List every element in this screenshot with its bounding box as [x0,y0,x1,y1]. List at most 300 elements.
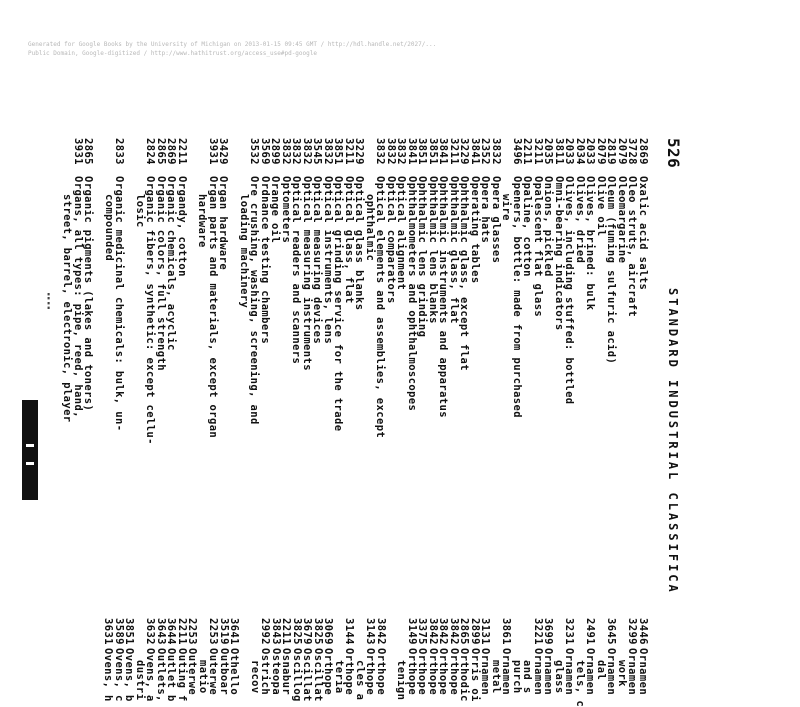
sic-code: 3569 [259,138,271,165]
index-entry [511,618,523,694]
index-entry [156,138,167,608]
index-term: Opaline, cotton [521,176,534,277]
index-term: Olive oil [595,176,607,237]
index-term: Outerwe [207,648,220,696]
sic-code [355,618,366,648]
index-term: Oleomargarine [616,176,628,264]
index-entry [416,618,429,696]
index-term: Outing f [176,648,188,702]
index-term: Oscillat [312,648,324,702]
sic-code: 3699 [542,618,555,645]
sic-code: 3811 [553,138,565,165]
index-entry [83,138,94,608]
index-term: recov [249,660,261,694]
index-term: Organic pigments (lakes and toners) [82,176,95,412]
index-term: Operating tables [469,176,481,284]
index-term: teria [333,660,345,694]
index-entry [596,138,607,608]
index-entry [270,138,281,608]
sic-code [197,138,208,176]
index-term: Oscillat [301,648,314,702]
sic-code [554,618,565,648]
index-entry [437,618,450,696]
sic-code: 3841 [406,138,418,165]
index-term: Omni-bearing indicators [553,176,565,331]
index-entry [104,138,115,608]
index-term: Orthope [437,648,450,696]
index-entry [186,618,199,696]
index-term: Orange oil [269,176,282,244]
sic-code: 3446 [637,618,649,645]
index-entry [249,618,261,694]
index-entry [627,138,638,608]
sic-code: 3832 [490,138,502,165]
sic-code: 3211 [343,138,355,165]
index-term: Onions, pickled [542,176,555,277]
index-term: Orthodic [458,648,471,702]
index-entry [501,138,512,608]
index-term: Organic chemicals, acyclic [165,176,178,351]
index-entry [386,138,397,608]
sic-code: 3842 [375,618,387,645]
index-term: Organ hardware [217,176,230,271]
index-entry [114,138,125,608]
index-entry [490,618,502,694]
sic-code [522,618,533,648]
index-entry [375,138,386,608]
index-term: Orthope [448,648,460,696]
index-term: Ovens, a [144,648,157,702]
index-entry [574,618,586,707]
index-term: Opera glasses [490,176,502,264]
sic-code [104,138,115,176]
sic-code: 2035 [542,138,555,165]
index-term: wire [500,194,513,221]
sic-code: 3231 [563,618,576,645]
sic-code: 2992 [259,618,272,645]
index-term: Orthope [375,648,387,696]
sic-code: 3519 [218,618,230,645]
index-term: street, barrel, electronic, player [61,194,74,423]
index-term: Outlet b [165,648,178,702]
index-entry [135,138,146,608]
index-term: Ornamen [626,648,639,696]
index-term: Ornamen [605,648,618,696]
sic-code [239,138,250,176]
index-entry [575,138,586,608]
sic-code: 3532 [248,138,261,165]
sic-code: 3851 [427,138,439,165]
index-entry [134,618,146,701]
index-term: Organic medicinal chemicals: bulk, un- [113,176,126,432]
index-entry [585,138,596,608]
sic-code: 2865 [458,618,471,645]
sic-code: 3842 [448,618,460,645]
index-term: Orthope [427,648,439,696]
index-term: Oxalic acid salts [637,176,649,291]
sic-code: 2899 [469,618,481,645]
index-term: Orthope [343,648,356,696]
index-term: Ophthalmic lens blanks [427,176,439,324]
sic-code [365,138,376,176]
sic-code: 2033 [584,138,597,165]
index-term: Ovens, c [113,648,125,702]
index-entry [553,618,565,694]
index-entry [102,618,115,702]
index-term: Outboar [218,648,230,696]
sic-code: 3299 [626,618,639,645]
sic-code: 3645 [605,618,618,645]
index-entry [249,138,260,608]
sic-code: 3069 [322,618,335,645]
sic-code: 3832 [301,138,313,165]
sic-code: 3842 [437,618,450,645]
sic-code: 2865 [155,138,167,165]
sic-code: 3832 [290,138,303,165]
index-entry [427,618,439,696]
sic-code: 3825 [291,618,303,645]
sic-code [135,138,146,176]
sic-code: 2869 [637,138,649,165]
sic-code: 3679 [301,618,314,645]
index-entry [62,138,73,608]
index-entry [480,138,491,608]
index-entry [364,618,377,696]
index-term: Optical readers and scanners [290,176,303,365]
index-term: losic [134,194,146,228]
index-entry [354,138,365,608]
sic-code: 2253 [207,618,220,645]
index-entry [543,138,554,608]
index-term: Ornamen [542,648,555,696]
sic-code: 3143 [364,618,377,645]
index-entry [260,138,271,608]
index-entry [365,138,376,608]
index-entry [177,138,188,608]
index-entry [563,618,576,696]
index-entry [343,618,356,696]
index-term: Ornamen [532,648,544,696]
index-term: work [616,660,628,687]
index-entry [470,138,481,608]
sic-code: 3221 [532,618,544,645]
sic-code: 2865 [82,138,95,165]
sic-code: 3632 [144,618,157,645]
index-term: Optical grinding service for the trade [332,176,345,432]
index-entry [479,618,492,696]
index-term: Ornamen [637,648,649,696]
index-entry [448,618,460,696]
sic-code [396,618,407,648]
index-entry [197,618,209,694]
index-term: tenign [395,660,408,701]
index-entry [458,618,471,702]
page-number: 526 [664,138,683,169]
index-term: Oleo struts, aircraft [626,176,639,318]
index-entry [449,138,460,608]
index-term: tels, c [574,660,586,707]
index-entry [312,618,324,702]
index-term: Ornamen [563,648,576,696]
index-entry [144,618,157,702]
index-entry [532,618,544,696]
index-term: Outerwe [186,648,199,696]
sic-code: 3832 [385,138,397,165]
index-term: dal [595,660,607,681]
index-entry [417,138,428,608]
sic-code: 3931 [72,138,84,165]
sic-code: 2253 [186,618,199,645]
index-term: Optometers [280,176,292,244]
index-entry [291,618,303,702]
sic-code: 3825 [312,618,324,645]
index-term: Ostrich [259,648,272,696]
sic-code: 3843 [270,618,282,645]
sic-code: 2033 [563,138,576,165]
sic-code: 2491 [584,618,597,645]
sic-code [596,618,607,648]
index-entry [333,138,344,608]
index-term: Ordnance testing chambers [259,176,271,345]
index-entry [145,138,156,608]
index-entry [595,618,607,681]
index-entry [207,618,220,696]
sic-code [198,618,209,648]
index-entry [113,618,125,702]
index-term: Ophthalmic lens grinding [416,176,429,338]
sic-code: 3851 [123,618,136,645]
sic-code [135,618,146,648]
sic-code: 3861 [500,618,513,645]
index-entry [584,618,597,696]
sic-code [617,618,628,648]
index-entry [344,138,355,608]
index-term: and s [521,660,534,694]
index-entry [218,138,229,608]
scan-header-line: Public Domain, Google-digitized / http://www.hathitrust.org/access_use#pd-google [28,50,317,57]
index-term: Optical glass, flat [343,176,355,304]
index-column-left [62,138,648,608]
index-entry [333,618,345,694]
index-entry [281,138,292,608]
index-term: Ornamen [479,648,492,696]
index-entry [312,138,323,608]
index-entry [291,138,302,608]
sic-code [62,138,73,176]
index-entry [606,138,617,608]
index-term: Optical measuring instruments [301,176,313,371]
sic-code: 3842 [427,618,439,645]
rotated-page [61,138,683,707]
index-term: Olives, including stuffed: bottled [563,176,576,405]
index-entry [259,618,272,696]
sic-code: 2211 [521,138,534,165]
index-entry [638,138,649,608]
index-entry [166,138,177,608]
sic-code: 3545 [311,138,324,165]
index-entry [542,618,555,696]
index-entry [512,138,523,608]
sic-code: 3589 [113,618,125,645]
index-term: Othello [228,648,241,696]
index-entry [533,138,544,608]
sic-code: 3644 [165,618,178,645]
index-entry [407,138,418,608]
index-entry [218,618,230,696]
index-term: Ophthalmometers and ophthalmoscopes [406,176,418,412]
index-entry [605,618,618,696]
index-entry [270,618,282,696]
index-term: Opera hats [479,176,492,244]
index-term: Olives, dried [574,176,586,264]
index-term: Ore crushing, washing, screening, and [248,176,261,425]
index-term: Outlets, [155,648,167,702]
index-entry [521,618,534,694]
sic-code: 2824 [144,138,157,165]
sic-code: 3131 [479,618,492,645]
sic-code: 3851 [332,138,345,165]
sic-code: 2899 [269,138,282,165]
index-entry [626,618,639,696]
index-entry [280,618,293,696]
sic-code: 3832 [395,138,408,165]
index-entry [406,618,418,696]
index-entry [395,618,408,701]
index-term: Optical measuring devices [311,176,324,345]
index-term: ophthalmic [364,194,376,262]
index-term: Osteopa [270,648,282,696]
index-term: Orthope [322,648,335,696]
index-entry [354,618,366,701]
sic-code [250,618,261,648]
index-term: Ornamen [584,648,597,696]
binding-edge-shadow [22,400,38,500]
index-entry [323,138,334,608]
index-entry [617,138,628,608]
sic-code: 3149 [406,618,418,645]
punch-hole-mark: ⁞ [42,290,56,315]
sic-code: 3229 [353,138,366,165]
index-entry [123,618,136,702]
sic-code: 2833 [113,138,126,165]
sic-code: 2869 [165,138,178,165]
index-entry [155,618,167,702]
index-entry [438,138,449,608]
index-term: Organic colors, full strength [155,176,167,371]
index-term: purch [511,660,523,694]
sic-code: 2079 [595,138,607,165]
index-term: glass [553,660,565,694]
index-term: Opalescent flat glass [532,176,544,318]
index-term: metal [490,660,502,694]
index-term: Organic fibers, synthetic: except cellu- [144,176,157,445]
index-term: Optical alignment [395,176,408,291]
sic-code: 2211 [176,618,188,645]
index-entry [616,618,628,687]
sic-code: 2819 [605,138,618,165]
sic-code: 2211 [280,618,293,645]
sic-code: 3144 [343,618,356,645]
index-term: Oscillog [291,648,303,702]
sic-code: 3841 [469,138,481,165]
sic-code: 3728 [626,138,639,165]
index-entry [469,618,481,702]
sic-code: 3832 [374,138,387,165]
index-entry [165,618,178,702]
index-term: cles a [354,660,366,701]
index-term: Osnabur [280,648,293,696]
index-term: Organs, all types: pipe, reed, hand, [72,176,84,418]
index-term: Orris oi [469,648,481,702]
running-head: STANDARD INDUSTRIAL CLASSIFICA [666,288,680,595]
index-entry [73,138,84,608]
index-term: Ophthalmic glass, except flat [458,176,471,371]
sic-code: 2211 [176,138,188,165]
index-entry [500,618,513,696]
index-term: Ornamen [500,648,513,696]
sic-code: 3841 [437,138,450,165]
index-term: Ovens, h [102,648,115,702]
index-entry [491,138,502,608]
sic-code: 2352 [479,138,492,165]
sic-code: 3832 [280,138,292,165]
sic-code: 3631 [102,618,115,645]
scan-header-line: Generated for Google Books by the University of Michigan on 2013-01-15 09:45 GMT / http://hdl.handle.net/2027/... [28,41,437,48]
index-term: Oleum (fuming sulfuric acid) [605,176,618,365]
index-entry [637,618,649,696]
index-entry [301,618,314,702]
index-term: hardware [196,194,209,248]
index-entry [554,138,565,608]
index-term: Optical instruments, lens [322,176,334,345]
sic-code: 3429 [217,138,230,165]
index-term: Optical comparators [385,176,397,304]
sic-code: 3851 [416,138,429,165]
sic-code [334,618,345,648]
index-term: matio [197,660,209,694]
index-entry [197,138,208,608]
index-entry [459,138,470,608]
index-entry [208,138,219,608]
index-term: Ovens, b [123,648,136,702]
index-term: compounded [103,194,115,262]
index-term: dustri [134,660,146,701]
index-entry [375,618,387,696]
sic-code: 2034 [574,138,586,165]
index-term: Orthope [364,648,377,696]
sic-code: 3643 [155,618,167,645]
index-term: Ophthalmic instruments and apparatus [437,176,450,418]
sic-code: 3832 [322,138,334,165]
index-term: Openers, bottle: made from purchased [511,176,523,418]
sic-code: 3375 [416,618,429,645]
sic-code [491,618,502,648]
sic-code [512,618,523,648]
sic-code: 3229 [458,138,471,165]
index-entry [428,138,439,608]
index-term: Optical elements and assemblies, except [374,176,387,439]
sic-code: 3211 [448,138,460,165]
index-term: Organdy, cotton [176,176,188,277]
index-term: loading machinery [238,194,250,309]
index-entry [228,618,241,696]
index-term: Organ parts and materials, except organ [207,176,219,439]
index-entry [239,138,250,608]
index-entry [302,138,313,608]
index-entry [396,138,407,608]
index-term: Ophthalmic glass, flat [448,176,460,324]
index-term: Olives, brined: bulk [584,176,597,311]
